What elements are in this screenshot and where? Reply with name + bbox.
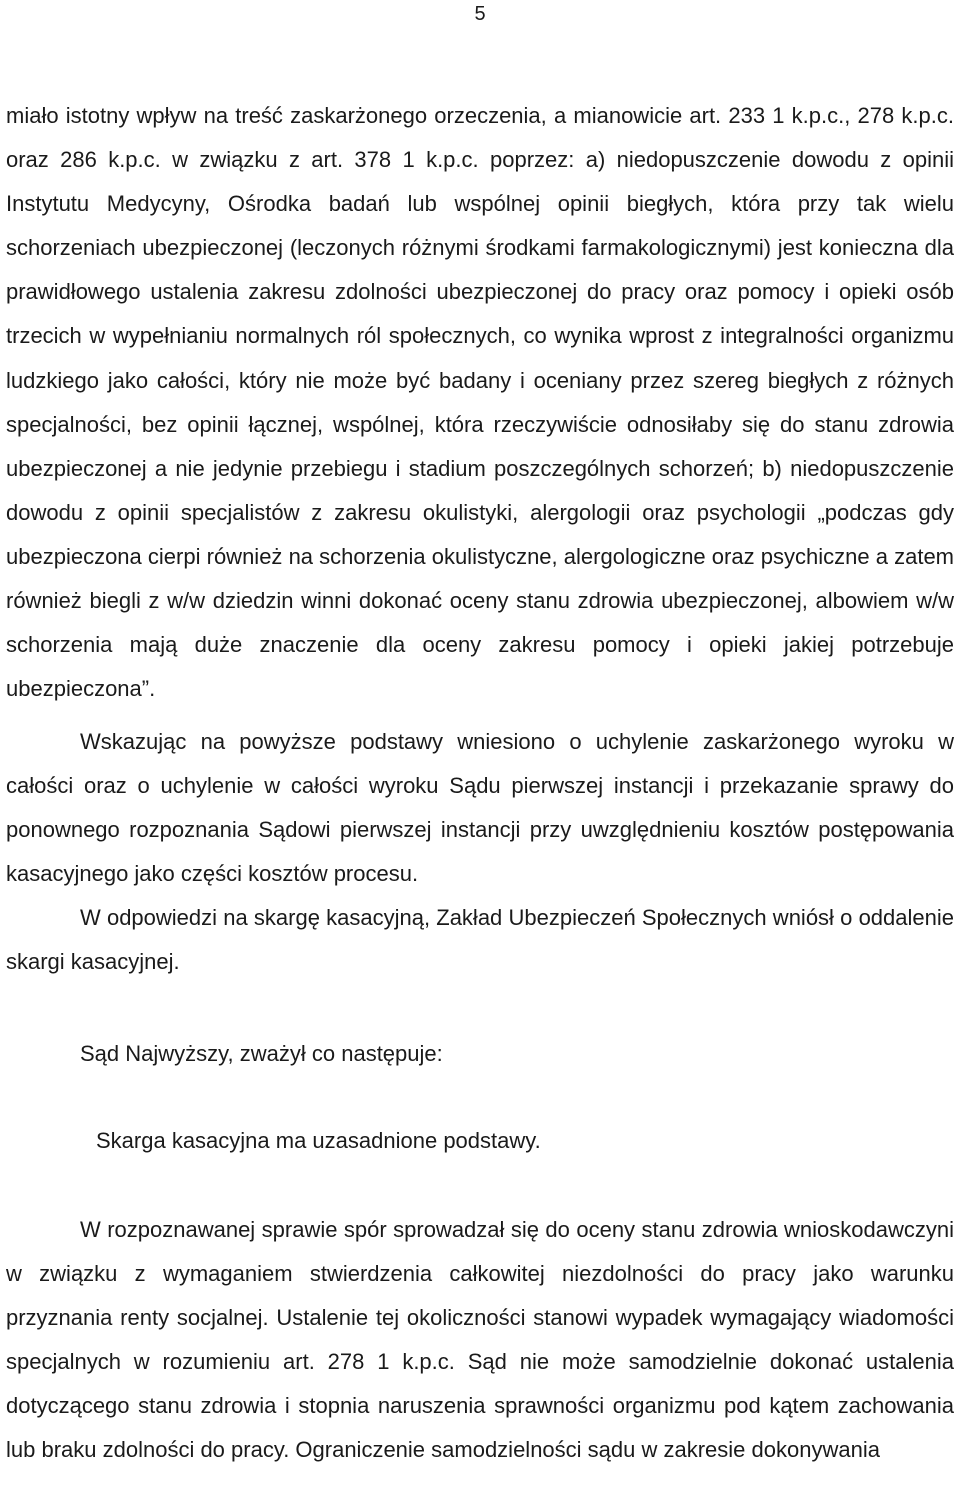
paragraph-response-to-appeal: W odpowiedzi na skargę kasacyjną, Zakład Ubezpieczeń Społecznych wniósł o oddalenie skargi kasacyjnej. bbox=[6, 905, 954, 975]
court-thesis: Skarga kasacyjna ma uzasadnione podstawy. bbox=[96, 1128, 541, 1153]
paragraph-reasoning: W rozpoznawanej sprawie spór sprowadzał się do oceny stanu zdrowia wnioskodawczyni w związku z wymaganiem stwierdzenia całkowitej niezdolności do pracy jako warunku przyznania renty socjalnej. Ustalenie tej okoliczności stanowi wypadek wymagający wiadomości specjalnych w rozumieniu art. 278 1 k.p.c. Sąd nie może samodzielnie dokonać ustalenia dotyczącego stanu zdrowia i stopnia naruszenia sprawności organizmu pod kątem zachowania lub braku zdolności do pracy. Ograniczenie samodzielności sądu w zakresie dokonywania bbox=[6, 1217, 954, 1463]
page-number: 5 bbox=[474, 3, 486, 25]
paragraph-appeal-demands: Wskazując na powyższe podstawy wniesiono o uchylenie zaskarżonego wyroku w całości oraz o uchylenie w całości wyroku Sądu pierwszej instancji i przekazanie sprawy do ponownego rozpoznania Sądowi pierwszej instancji przy uwzględnieniu kosztów postępowania kasacyjnego jako części kosztów procesu. bbox=[6, 729, 954, 887]
section-heading: Sąd Najwyższy, zważył co następuje: bbox=[80, 1041, 443, 1066]
paragraph-grounds-of-appeal: miało istotny wpływ na treść zaskarżonego orzeczenia, a mianowicie art. 233 1 k.p.c., 278 k.p.c. oraz 286 k.p.c. w związku z art. 378 1 k.p.c. poprzez: a) niedopuszczenie dowodu z opinii Instytutu Medycyny, Ośrodka badań lub wspólnej opinii biegłych, która przy tak wielu schorzeniach ubezpieczonej (leczonych różnymi środkami farmakologicznymi) jest konieczna dla prawidłowego ustalenia zakresu zdolności ubezpieczonej do pracy oraz pomocy i opieki osób trzecich w wypełnianiu normalnych ról społecznych, co wynika wprost z integralności organizmu ludzkiego jako całości, który nie może być badany i oceniany przez szereg biegłych z różnych specjalności, bez opinii łącznej, wspólnej, która rzeczywiście odnosiłaby się do stanu zdrowia ubezpieczonej a nie jedynie przebiegu i stadium poszczególnych schorzeń; b) niedopuszczenie dowodu z opinii specjalistów z zakresu okulistyki, alergologii oraz psychologii „podczas gdy ubezpieczona cierpi również na schorzenia okulistyczne, alergologiczne oraz psychiczne a zatem również biegli z w/w dziedzin winni dokonać oceny stanu zdrowia ubezpieczonej, albowiem w/w schorzenia mają duże znaczenie dla oceny zakresu pomocy i opieki jakiej potrzebuje ubezpieczona”. bbox=[6, 103, 954, 702]
